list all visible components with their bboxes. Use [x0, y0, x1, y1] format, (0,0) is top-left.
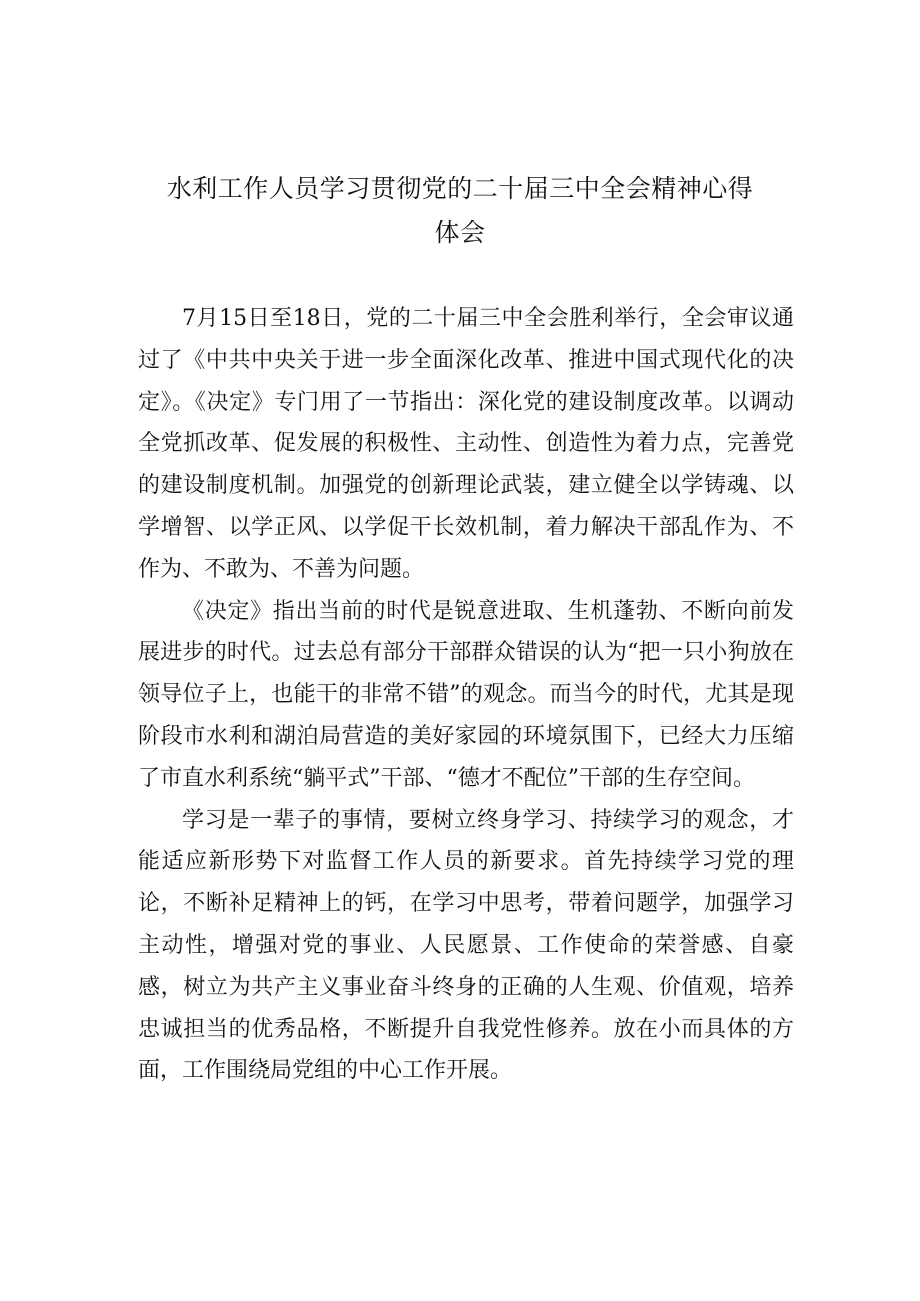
title-line-1: 水利工作人员学习贯彻党的二十届三中全会精神心得 [166, 174, 754, 203]
paragraph-3: 学习是一辈子的事情，要树立终身学习、持续学习的观念，才能适应新形势下对监督工作人员的新要求。首先持续学习党的理论，不断补足精神上的钙，在学习中思考，带着问题学，加强学习主动性，增强对党的事业、人民愿景、工作使命的荣誉感、自豪感，树立为共产主义事业奋斗终身的正确的人生观、价值观，培养忠诚担当的优秀品格，不断提升自我党性修养。放在小而具体的方面，工作围绕局党组的中心工作开展。 [138, 807, 794, 1084]
title-line-2: 体会 [434, 218, 486, 247]
document-body [138, 298, 794, 1092]
document-title [120, 167, 800, 255]
paragraph-1: 7月15日至18日，党的二十届三中全会胜利举行，全会审议通过了《中共中央关于进一步全面深化改革、推进中国式现代化的决定》。《决定》专门用了一节指出：深化党的建设制度改革。以调动全党抓改革、促发展的积极性、主动性、创造性为着力点，完善党的建设制度机制。加强党的创新理论武装，建立健全以学铸魂、以学增智、以学正风、以学促干长效机制，着力解决干部乱作为、不作为、不敢为、不善为问题。 [138, 306, 794, 582]
paragraph-2: 《决定》指出当前的时代是锐意进取、生机蓬勃、不断向前发展进步的时代。过去总有部分干部群众错误的认为“把一只小狗放在领导位子上，也能干的非常不错”的观念。而当今的时代，尤其是现阶段市水利和湖泊局营造的美好家园的环境氛围下，已经大力压缩了市直水利系统“躺平式”干部、“德才不配位”干部的生存空间。 [138, 598, 794, 791]
